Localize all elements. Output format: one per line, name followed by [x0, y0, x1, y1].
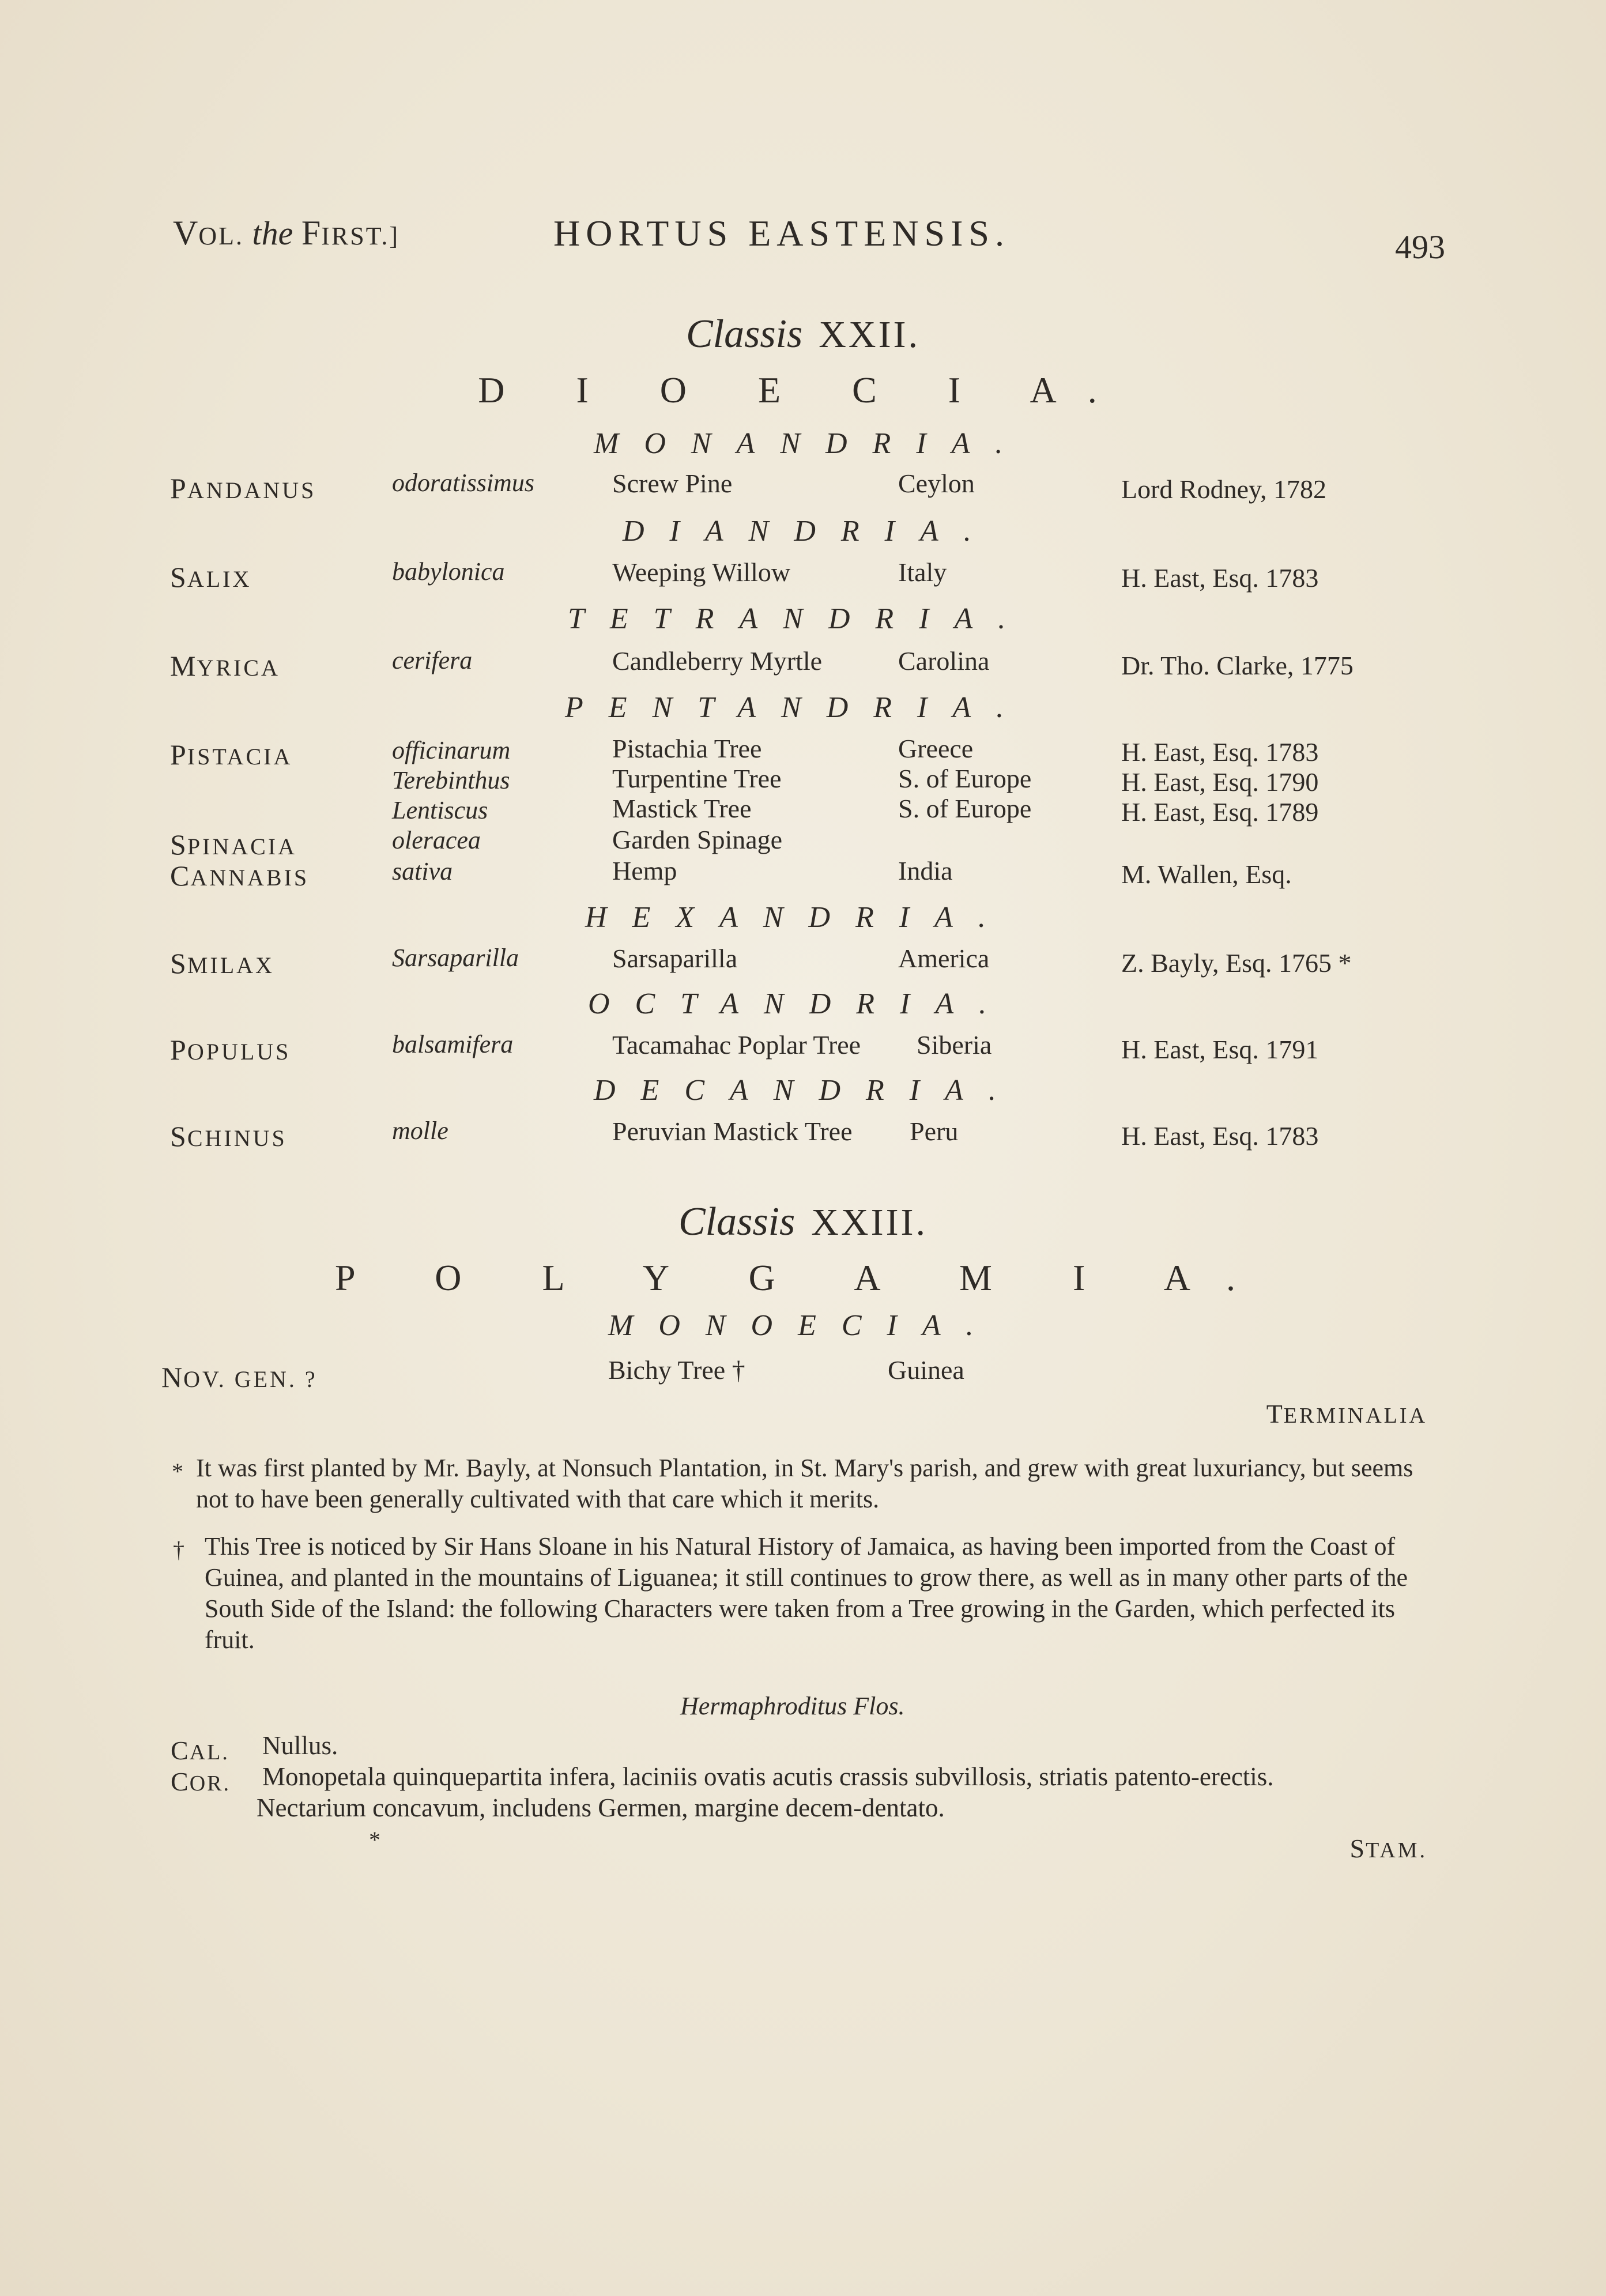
note-dagger-mark: †	[173, 1537, 184, 1563]
common-mastick: Mastick Tree	[612, 794, 752, 823]
class-23-heading	[0, 1199, 1606, 1245]
donor-turpentine: H. East, Esq. 1790	[1121, 767, 1319, 797]
donor-pandanus: Lord Rodney, 1782	[1121, 474, 1327, 504]
species-pandanus: odoratissimus	[392, 469, 534, 497]
classis-label: Classis	[685, 312, 803, 356]
class-22-heading	[0, 311, 1606, 357]
catchword-terminalia: TERMINALIA	[1266, 1399, 1427, 1428]
species-myrica: cerifera	[392, 646, 473, 674]
country-turpentine: S. of Europe	[898, 764, 1032, 793]
country-greece: Greece	[898, 734, 974, 763]
order-monoecia: MONOECIA.	[608, 1309, 999, 1342]
donor-tacamahac: H. East, Esq. 1791	[1121, 1035, 1319, 1064]
donor-myrica: Dr. Tho. Clarke, 1775	[1121, 651, 1354, 680]
donor-hemp: M. Wallen, Esq.	[1121, 859, 1292, 889]
genus-pistacia: PISTACIA	[170, 738, 293, 771]
note-asterisk-body: It was first planted by Mr. Bayly, at Nonsuch Plantation, in St. Mary's parish, and grew with great luxuriancy, but seems not to have been generally cultivated with that care which it merits.	[196, 1454, 1413, 1513]
species-spinacia: oleracea	[392, 826, 481, 854]
common-sarsaparilla: Sarsaparilla	[612, 944, 738, 973]
common-bichy-tree: Bichy Tree †	[608, 1355, 745, 1385]
common-pandanus: Screw Pine	[612, 469, 733, 498]
species-schinus: molle	[392, 1117, 448, 1145]
common-turpentine: Turpentine Tree	[612, 764, 782, 793]
genus-salix: SALIX	[170, 561, 252, 593]
signature-mark: *	[369, 1827, 380, 1853]
classis-label: Classis	[678, 1200, 796, 1244]
species-salix: babylonica	[392, 557, 505, 586]
species-officinarum: officinarum	[392, 736, 511, 764]
order-diandria: DIANDRIA.	[623, 515, 997, 548]
page-number: 493	[1395, 228, 1445, 266]
country-myrica: Carolina	[898, 646, 990, 676]
class-number: XXII.	[819, 314, 921, 356]
common-tacamahac: Tacamahac Poplar Tree	[612, 1030, 861, 1060]
donor-peruvian-mastick: H. East, Esq. 1783	[1121, 1121, 1319, 1151]
cor-text-line-1: Monopetala quinquepartita infera, laciniis ovatis acutis crassis subvillosis, striatis patento-erectis.	[262, 1762, 1274, 1791]
donor-mastick: H. East, Esq. 1789	[1121, 797, 1319, 827]
first-initial: F	[301, 214, 322, 252]
common-salix: Weeping Willow	[612, 557, 791, 587]
vol-initial: V	[173, 214, 199, 252]
species-lentiscus: Lentiscus	[392, 796, 488, 824]
note-asterisk-text	[196, 1453, 1430, 1515]
genus-myrica: MYRICA	[170, 650, 280, 682]
species-smilax: Sarsaparilla	[392, 944, 519, 972]
country-salix: Italy	[898, 557, 947, 587]
common-spinage: Garden Spinage	[612, 825, 783, 854]
species-cannabis: sativa	[392, 857, 453, 885]
common-pistachia: Pistachia Tree	[612, 734, 762, 763]
running-head-title: HORTUS EASTENSIS.	[553, 213, 1010, 254]
donor-sarsaparilla: Z. Bayly, Esq. 1765 *	[1121, 948, 1352, 978]
note-asterisk-mark: *	[172, 1458, 183, 1484]
class-22-name: D I O E C I A.	[478, 370, 1128, 410]
catchword-stam: STAM.	[1349, 1834, 1427, 1863]
genus-cannabis: CANNABIS	[170, 859, 310, 892]
country-mastick: S. of Europe	[898, 794, 1032, 823]
order-monandria: MONANDRIA.	[594, 427, 1028, 460]
common-myrica: Candleberry Myrtle	[612, 646, 823, 676]
genus-smilax: SMILAX	[170, 947, 274, 979]
country-guinea: Guinea	[888, 1355, 964, 1385]
note-dagger-body: This Tree is noticed by Sir Hans Sloane in his Natural History of Jamaica, as having been imported from the Coast of Guinea, and planted in the mountains of Liguanea; it still continues to grow there, as well as in many other parts of the South Side of the Island: the following Characters were taken from a Tree growing in the Garden, which perfected its fruit.	[205, 1532, 1408, 1654]
genus-populus: POPULUS	[170, 1034, 291, 1066]
first-rest: IRST.]	[321, 222, 399, 250]
country-pandanus: Ceylon	[898, 469, 975, 498]
common-peruvian-mastick: Peruvian Mastick Tree	[612, 1117, 853, 1146]
genus-nov-gen: NOV. GEN. ?	[161, 1361, 318, 1393]
donor-salix: H. East, Esq. 1783	[1121, 563, 1319, 593]
genus-spinacia: SPINACIA	[170, 828, 297, 861]
running-head-volume	[173, 213, 399, 253]
order-octandria: OCTANDRIA.	[588, 987, 1012, 1020]
note-dagger-text	[205, 1531, 1430, 1656]
vol-rest: OL.	[198, 222, 244, 250]
class-23-name: P O L Y G A M I A.	[335, 1257, 1271, 1298]
genus-schinus: SCHINUS	[170, 1120, 287, 1152]
country-hemp: India	[898, 856, 953, 885]
cal-text: Nullus.	[262, 1731, 338, 1760]
donor-pistachia: H. East, Esq. 1783	[1121, 737, 1319, 767]
hermaphroditus-heading: Hermaphroditus Flos.	[680, 1692, 905, 1720]
country-america: America	[898, 944, 990, 973]
class-number: XXIII.	[811, 1201, 928, 1243]
species-populus: balsamifera	[392, 1030, 514, 1058]
species-terebinthus: Terebinthus	[392, 766, 510, 794]
vol-the: the	[252, 214, 293, 252]
order-tetrandria: TETRANDRIA.	[568, 602, 1031, 635]
country-peru: Peru	[910, 1117, 959, 1146]
cor-label: COR.	[171, 1767, 231, 1796]
cor-text-line-2: Nectarium concavum, includens Germen, margine decem-dentato.	[257, 1793, 945, 1822]
genus-pandanus: PANDANUS	[170, 472, 316, 504]
order-hexandria: HEXANDRIA.	[585, 901, 1011, 934]
common-hemp: Hemp	[612, 856, 677, 885]
order-decandria: DECANDRIA.	[594, 1074, 1021, 1107]
order-pentandria: PENTANDRIA.	[565, 691, 1030, 724]
cal-label: CAL.	[171, 1736, 229, 1765]
country-siberia: Siberia	[917, 1030, 992, 1060]
